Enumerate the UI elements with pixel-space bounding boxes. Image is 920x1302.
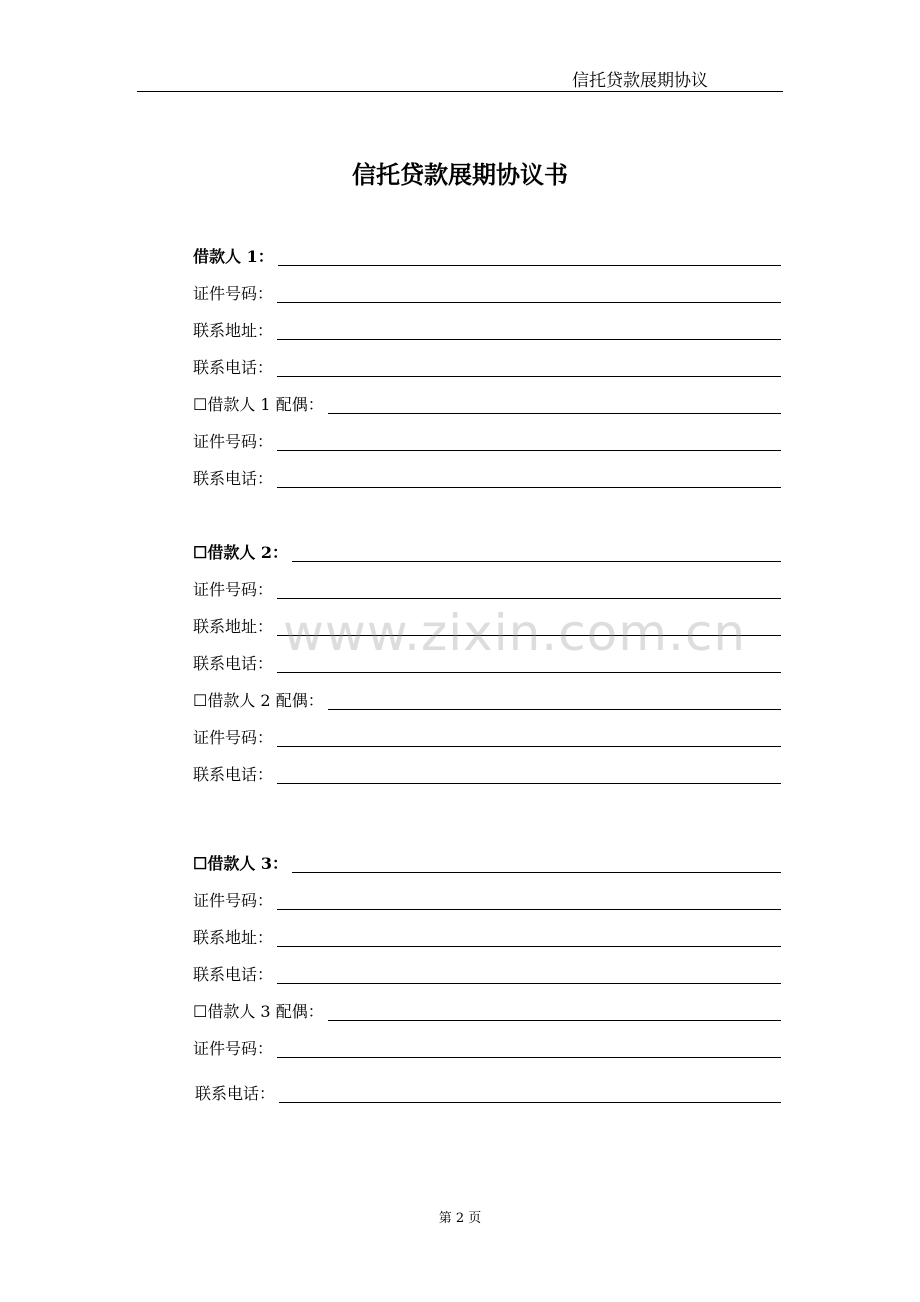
borrower-3-label[interactable]: ☐借款人 3： (193, 854, 289, 873)
borrower-1-phone-row (193, 354, 781, 378)
borrower-2-spouse-label[interactable]: ☐借款人 2 配偶： (193, 691, 324, 710)
borrower-3-id-row (193, 887, 781, 911)
borrower-2-field[interactable] (292, 561, 781, 562)
borrower-2-id-row (193, 576, 781, 600)
borrower-1-spouse-id-row (193, 428, 781, 452)
borrower-3-spouse-id-label: 证件号码： (193, 1039, 274, 1058)
borrower-2-row (193, 539, 781, 563)
borrower-3-row (193, 850, 781, 874)
borrower-2-id-label: 证件号码： (193, 580, 274, 599)
borrower-1-id-field[interactable] (277, 302, 781, 303)
borrower-3-spouse-id-field[interactable] (277, 1057, 781, 1058)
borrower-1-spouse-id-label: 证件号码： (193, 432, 274, 451)
borrower-2-phone-field[interactable] (277, 672, 781, 673)
borrower-1-field[interactable] (278, 265, 781, 266)
borrower-3-spouse-label[interactable]: ☐借款人 3 配偶： (193, 1002, 324, 1021)
borrower-1-spouse-phone-field[interactable] (277, 487, 781, 488)
borrower-3-id-field[interactable] (277, 909, 781, 910)
borrower-2-spouse-row (193, 687, 781, 711)
borrower-1-row (193, 243, 781, 267)
borrower-3-address-label: 联系地址： (193, 928, 274, 947)
borrower-1-spouse-field[interactable] (328, 413, 781, 414)
borrower-1-phone-field[interactable] (277, 376, 781, 377)
borrower-3-phone-row (193, 961, 781, 985)
borrower-1-spouse-id-field[interactable] (277, 450, 781, 451)
borrower-2-spouse-id-label: 证件号码： (193, 728, 274, 747)
borrower-3-address-field[interactable] (277, 946, 781, 947)
borrower-1-id-row (193, 280, 781, 304)
borrower-3-id-label: 证件号码： (193, 891, 274, 910)
borrower-3-spouse-phone-label: 联系电话： (195, 1084, 276, 1103)
borrower-2-spouse-phone-field[interactable] (277, 783, 781, 784)
borrower-3-spouse-phone-row (195, 1080, 781, 1104)
borrower-3-phone-field[interactable] (277, 983, 781, 984)
borrower-2-address-field[interactable] (277, 635, 781, 636)
borrower-1-phone-label: 联系电话： (193, 358, 274, 377)
header-rule (137, 91, 783, 92)
borrower-1-spouse-phone-label: 联系电话： (193, 469, 274, 488)
borrower-3-field[interactable] (292, 872, 781, 873)
borrower-2-address-row (193, 613, 781, 637)
borrower-3-spouse-phone-field[interactable] (279, 1102, 781, 1103)
borrower-2-phone-label: 联系电话： (193, 654, 274, 673)
borrower-2-spouse-phone-row (193, 761, 781, 785)
borrower-1-address-field[interactable] (277, 339, 781, 340)
borrower-2-spouse-id-row (193, 724, 781, 748)
borrower-2-address-label: 联系地址： (193, 617, 274, 636)
borrower-2-phone-row (193, 650, 781, 674)
borrower-2-id-field[interactable] (277, 598, 781, 599)
page-number: 第 2 页 (438, 1211, 482, 1226)
borrower-1-spouse-label[interactable]: ☐借款人 1 配偶： (193, 395, 324, 414)
running-header-title: 信托贷款展期协议 (572, 71, 708, 91)
borrower-1-label: 借款人 1： (193, 247, 274, 266)
borrower-2-spouse-id-field[interactable] (277, 746, 781, 747)
borrower-1-id-label: 证件号码： (193, 284, 274, 303)
borrower-3-address-row (193, 924, 781, 948)
borrower-3-phone-label: 联系电话： (193, 965, 274, 984)
watermark: www.zixin.com.cn (283, 604, 747, 662)
borrower-2-spouse-phone-label: 联系电话： (193, 765, 274, 784)
borrower-2-label[interactable]: ☐借款人 2： (193, 543, 289, 562)
borrower-1-spouse-phone-row (193, 465, 781, 489)
borrower-3-spouse-field[interactable] (328, 1020, 781, 1021)
document-title: 信托贷款展期协议书 (352, 160, 568, 189)
borrower-2-spouse-field[interactable] (328, 709, 781, 710)
borrower-1-address-label: 联系地址： (193, 321, 274, 340)
borrower-1-spouse-row (193, 391, 781, 415)
borrower-3-spouse-row (193, 998, 781, 1022)
borrower-3-spouse-id-row (193, 1035, 781, 1059)
borrower-1-address-row (193, 317, 781, 341)
